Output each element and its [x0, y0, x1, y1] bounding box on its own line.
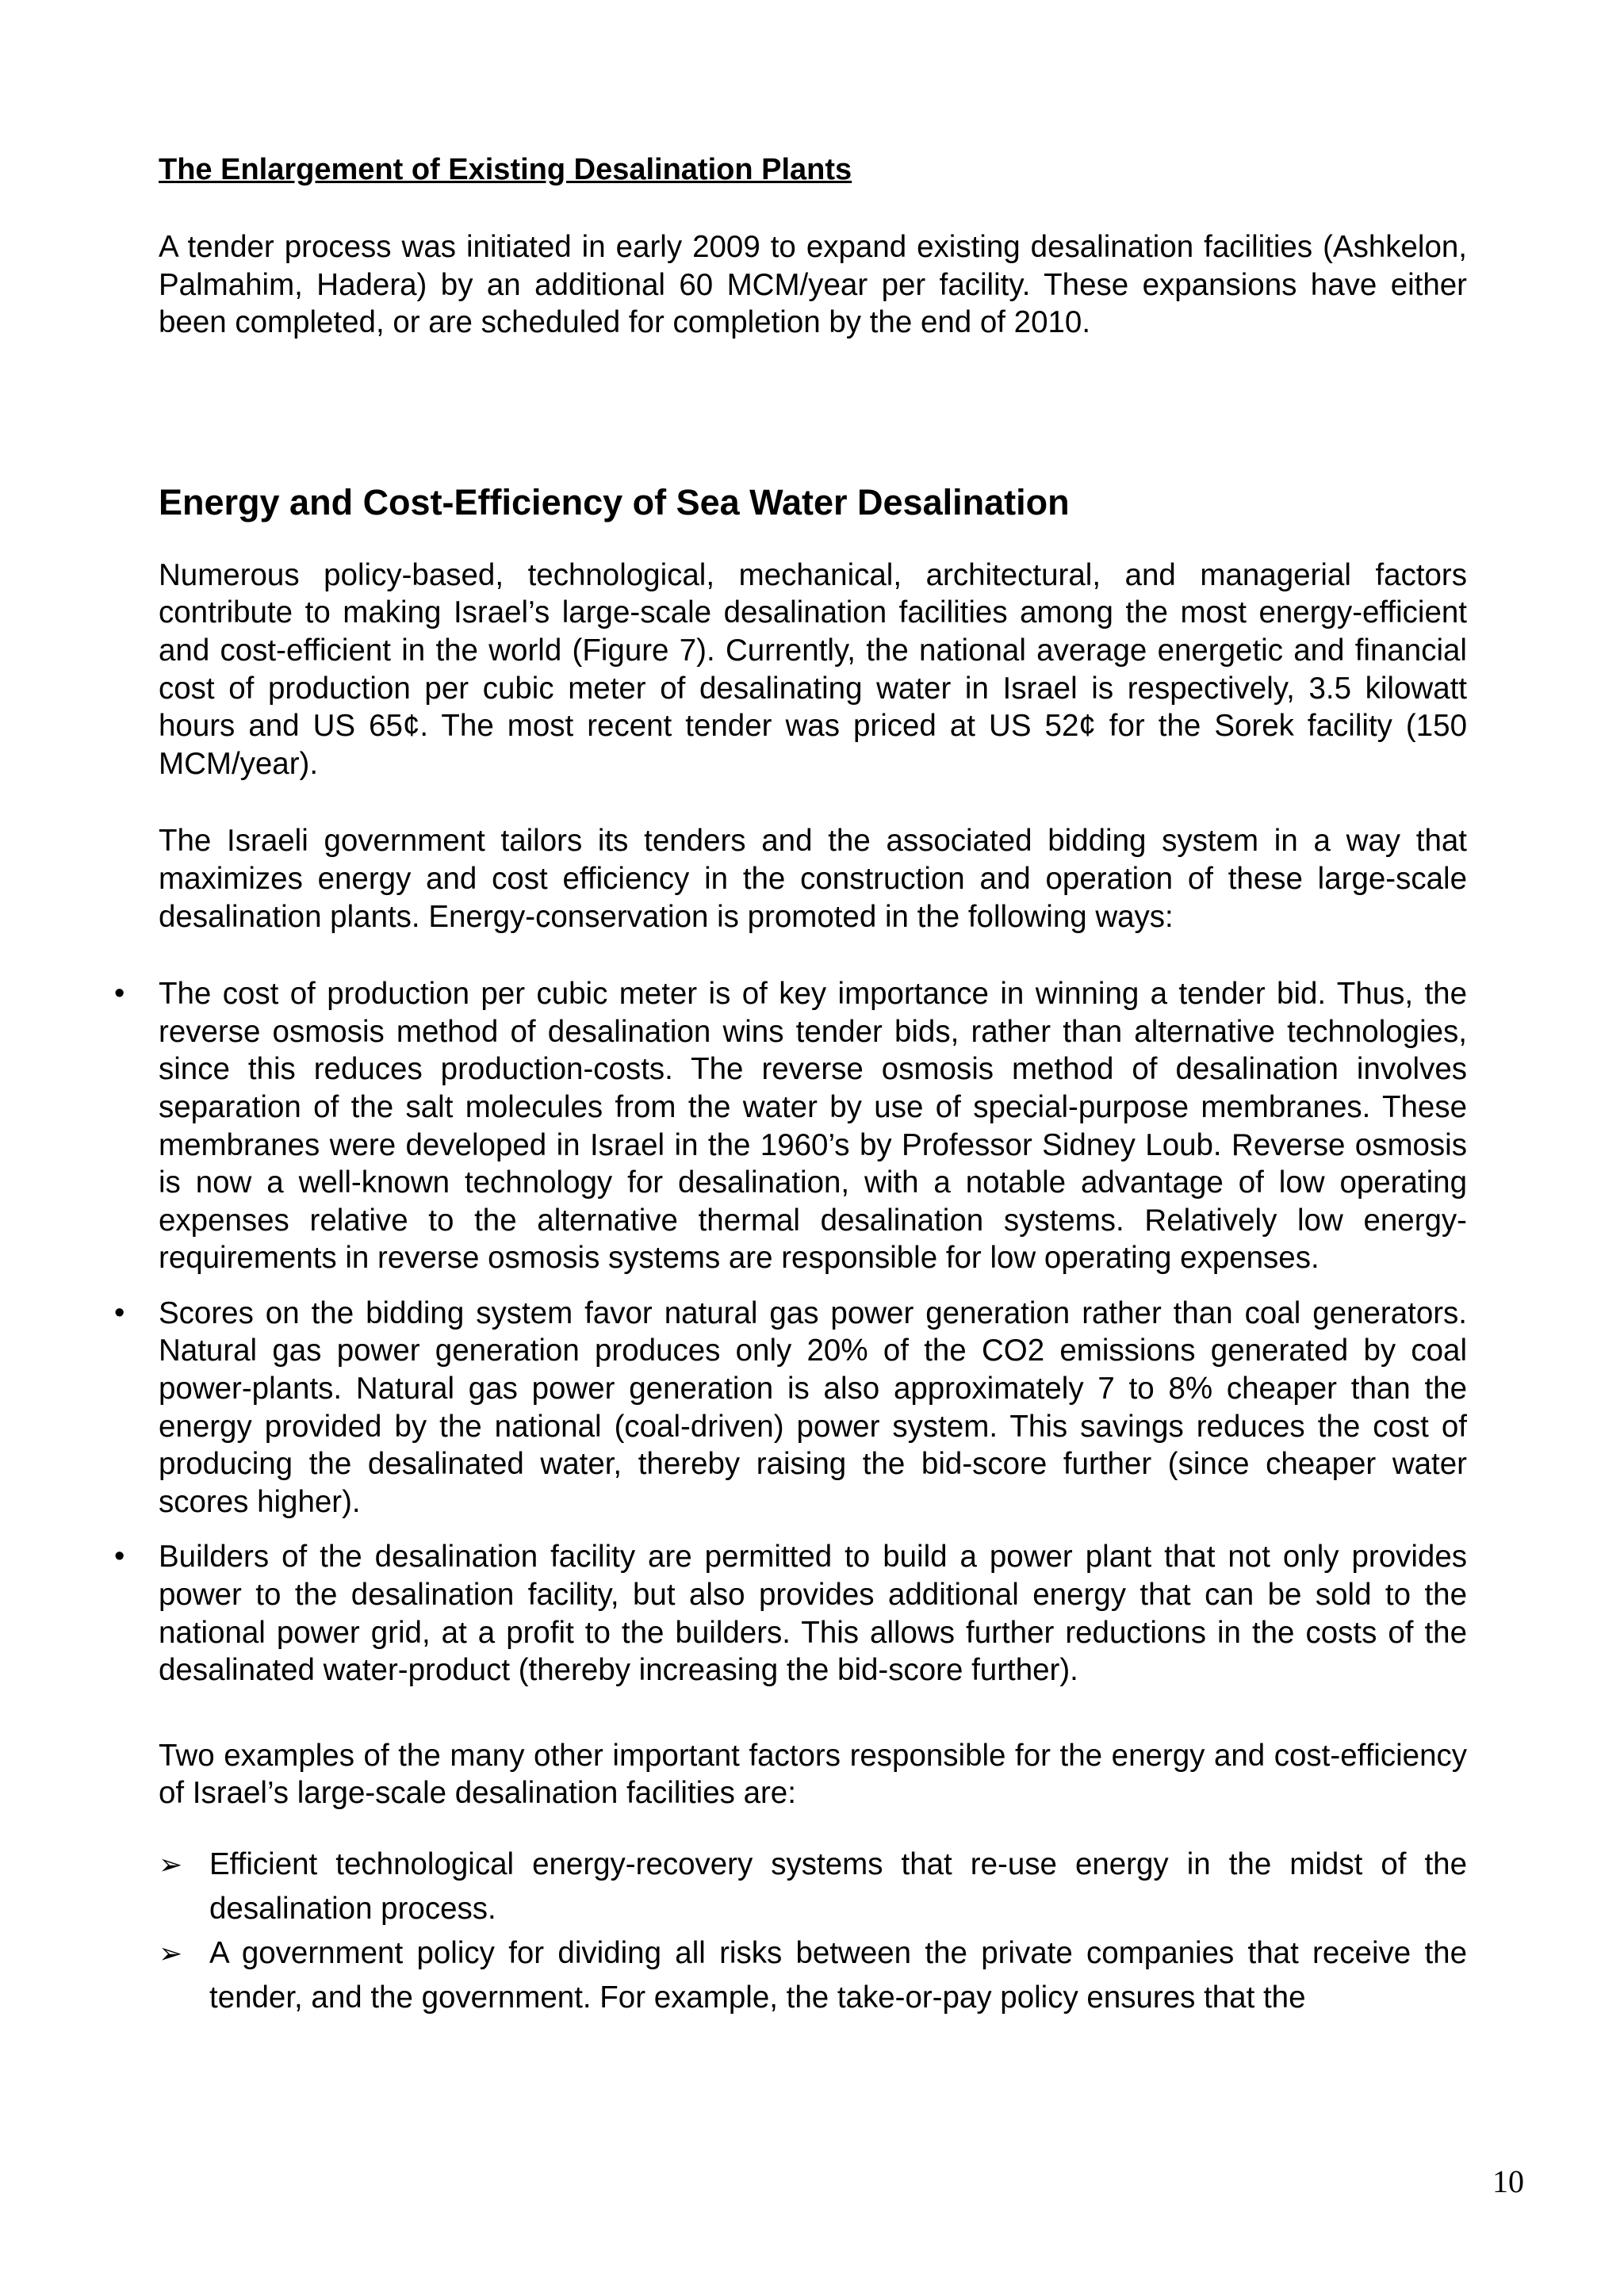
bullet-item	[114, 1538, 1467, 1689]
bullet-icon: •	[114, 1295, 125, 1330]
bullet-item	[114, 1295, 1467, 1521]
bullet-text: Builders of the desalination facility are permitted to build a power plant that not only provides power to the desalination facility, but also provides additional energy that can be sold to the national power grid, at a profit to the builders. This allows further reductions in the costs of the desalinated water-product (thereby increasing the bid-score further).	[159, 1540, 1467, 1688]
examples-list	[159, 1843, 1467, 2020]
arrow-bullet-icon: ➢	[159, 1848, 183, 1881]
policy-paragraph: The Israeli government tailors its tenders and the associated bidding system in a way that maximizes energy and cost efficiency in the construction and operation of these large-scale desalination plants. Energy-conservation is promoted in the following ways:	[159, 824, 1467, 934]
main-heading: Energy and Cost-Efficiency of Sea Water Desalination	[159, 481, 1070, 522]
section-title: The Enlargement of Existing Desalination Plants	[159, 153, 852, 186]
example-text: A government policy for dividing all risks between the private companies that receive the tender, and the government. For example, the take-or-pay policy ensures that the	[209, 1936, 1467, 2015]
bullet-icon: •	[114, 1540, 125, 1574]
section-paragraph: A tender process was initiated in early 2009 to expand existing desalination facilities (Ashkelon, Palmahim, Hadera) by an additional 60 MCM/year per facility. These expansions have either been completed, or are scheduled for completion by the end of 2010.	[159, 230, 1467, 340]
spacer	[159, 783, 1467, 822]
spacer	[159, 525, 1467, 557]
spacer	[159, 1689, 1467, 1737]
spacer	[159, 342, 1467, 480]
page-content	[114, 151, 1467, 2020]
intro-paragraph: Numerous policy-based, technological, mechanical, architectural, and managerial factors contribute to making Israel’s large-scale desalination facilities among the most energy-efficient and cost-efficient in the world (Figure 7). Currently, the national average energetic and financial cost of production per cubic meter of desalinating water in Israel is respectively, 3.5 kilowatt hours and US 65¢. The most recent tender was priced at US 52¢ for the Sorek facility (150 MCM/year).	[159, 557, 1467, 781]
spacer	[159, 1812, 1467, 1843]
example-text: Efficient technological energy-recovery systems that re-use energy in the midst of the desalination process.	[209, 1847, 1467, 1926]
bullet-text: The cost of production per cubic meter is of key importance in winning a tender bid. Thus, the reverse osmosis method of desalination wins tender bids, rather than alternative technologies, since this reduces production-costs. The reverse osmosis method of desalination involves separation of the salt molecules from the water by use of special-purpose membranes. These membranes were developed in Israel in the 1960’s by Professor Sidney Loub. Reverse osmosis is now a well-known technology for desalination, with a notable advantage of low operating expenses relative to the alternative thermal desalination systems. Relatively low energy-requirements in reverse osmosis systems are responsible for low operating expenses.	[159, 977, 1467, 1276]
examples-intro: Two examples of the many other important factors responsible for the energy and cost-efficiency of Israel’s large-scale desalination facilities are:	[159, 1738, 1467, 1811]
bullet-text: Scores on the bidding system favor natural gas power generation rather than coal generators. Natural gas power generation produces only 20% of the CO2 emissions generated by coal power-plants. Natural gas power generation is also approximately 7 to 8% cheaper than the energy provided by the national (coal-driven) power system. This savings reduces the cost of producing the desalinated water, thereby raising the bid-score further (since cheaper water scores higher).	[159, 1295, 1467, 1519]
bullet-list	[114, 975, 1467, 1689]
bullet-item	[114, 975, 1467, 1277]
page-number: 10	[1492, 2164, 1524, 2199]
example-item	[159, 1931, 1467, 2020]
example-item	[159, 1843, 1467, 1931]
spacer	[159, 936, 1467, 975]
arrow-bullet-icon: ➢	[159, 1937, 183, 1969]
bullet-icon: •	[114, 977, 125, 1011]
